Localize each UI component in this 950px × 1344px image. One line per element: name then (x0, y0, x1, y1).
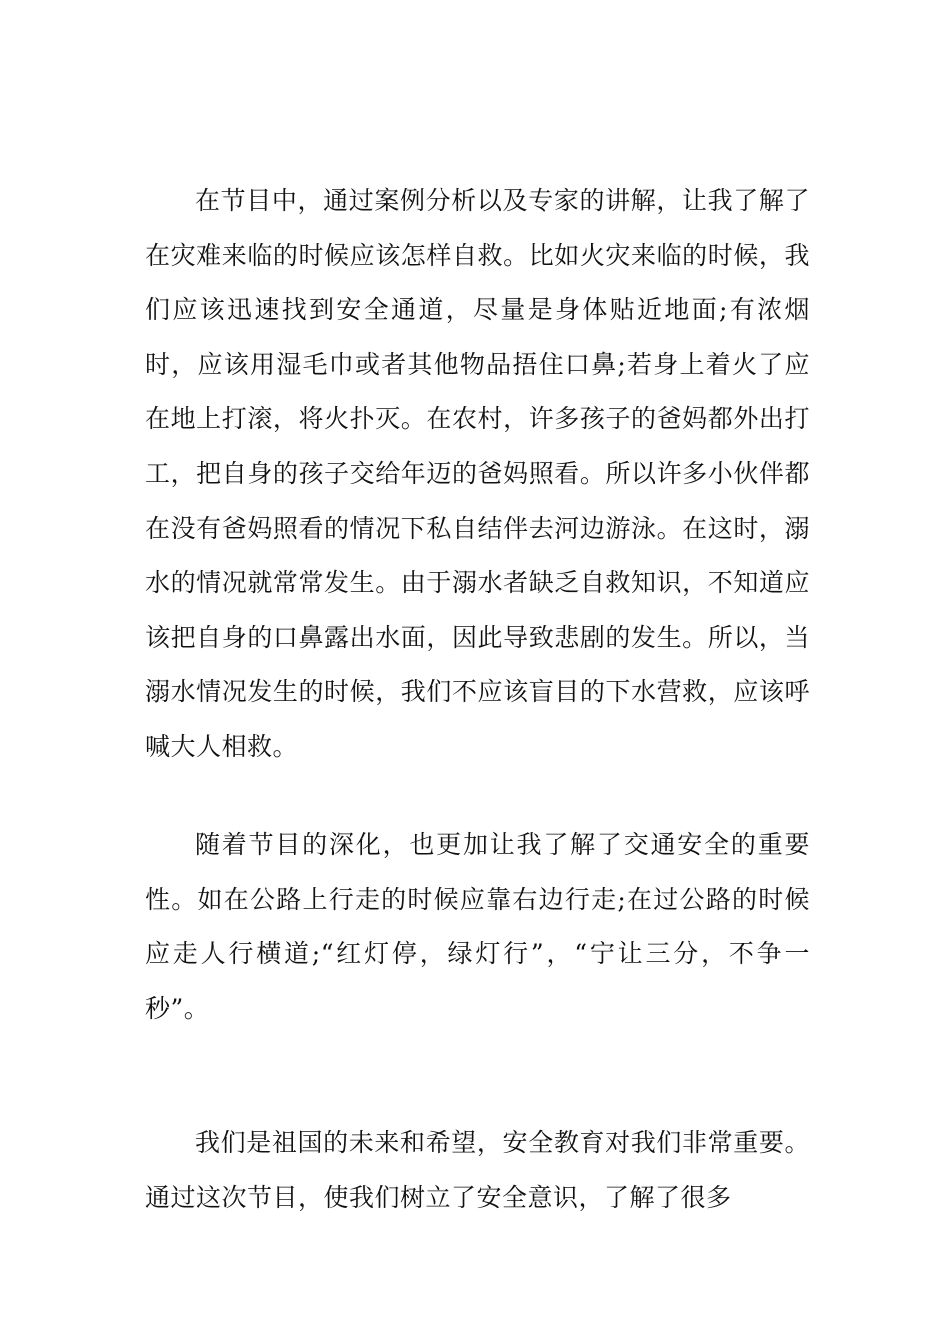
paragraph-safety-education: 我们是祖国的未来和希望，安全教育对我们非常重要。通过这次节目，使我们树立了安全意识，了解了很多 (145, 1128, 810, 1212)
paragraph-traffic-safety: 随着节目的深化，也更加让我了解了交通安全的重要性。如在公路上行走的时候应靠右边行走;在过公路的时候应走人行横道;“红灯停，绿灯行”，“宁让三分，不争一秒”。 (145, 830, 810, 1023)
paragraph-self-rescue: 在节目中，通过案例分析以及专家的讲解，让我了解了在灾难来临的时候应该怎样自救。比如火灾来临的时候，我们应该迅速找到安全通道，尽量是身体贴近地面;有浓烟时，应该用湿毛巾或者其他物品捂住口鼻;若身上着火了应在地上打滚，将火扑灭。在农村，许多孩子的爸妈都外出打工，把自身的孩子交给年迈的爸妈照看。所以许多小伙伴都在没有爸妈照看的情况下私自结伴去河边游泳。在这时，溺水的情况就常常发生。由于溺水者缺乏自救知识，不知道应该把自身的口鼻露出水面，因此导致悲剧的发生。所以，当溺水情况发生的时候，我们不应该盲目的下水营救，应该呼喊大人相救。 (145, 186, 810, 761)
